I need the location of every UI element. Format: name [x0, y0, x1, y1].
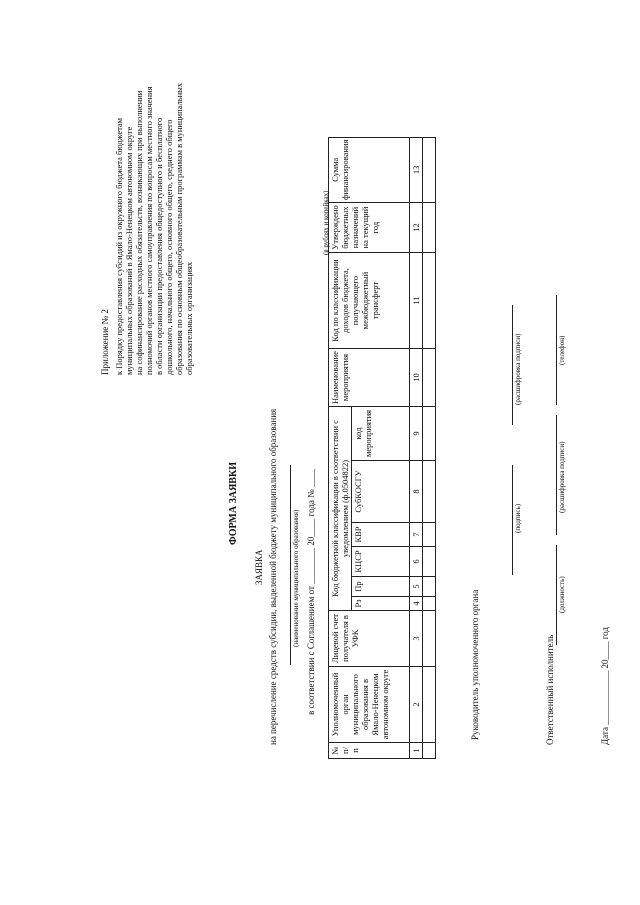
column-number: 10 [410, 349, 423, 407]
application-table [328, 137, 436, 759]
column-number: 2 [410, 667, 423, 743]
table-row [423, 137, 436, 758]
table-cell [423, 461, 436, 523]
appendix-line: образовательных организациях [184, 261, 194, 375]
appendix-line: образования по основным общеобразовательным программам в муниципальных [174, 82, 184, 375]
appendix-line: на софинансирование расходных обязательств, возникающих при выполнении [134, 90, 144, 375]
column-number: 8 [410, 461, 423, 523]
table-cell [423, 407, 436, 461]
header-rz: Рз [352, 597, 410, 611]
municipality-line [290, 465, 291, 665]
executor-label: Ответственный исполнитель [545, 634, 555, 745]
header-event: Наименование мероприятия [329, 349, 410, 407]
executor-phone-caption: (телефон) [558, 335, 566, 365]
units-note: (в рублях и копейках) [322, 190, 330, 255]
agreement-line: в соответствии с Соглашением от ________ 20____ года № ____ [306, 468, 316, 715]
head-decoding-caption: (расшифровка подписи) [514, 333, 522, 405]
header-account: Лицевой счет получателя в УФК [329, 611, 410, 667]
appendix-line: полномочий органов местного самоуправления по вопросам местного значения [144, 86, 154, 375]
header-number: № п/п [329, 743, 410, 759]
header-kcsr: КЦСР [352, 547, 410, 577]
header-subkosgu: СубКОСГУ [352, 461, 410, 523]
table-cell [423, 597, 436, 611]
table-cell [423, 743, 436, 759]
date-line: Дата ____________ 20____ год [600, 627, 610, 745]
table-cell [423, 611, 436, 667]
form-heading: ФОРМА ЗАЯВКИ [228, 462, 239, 545]
executor-decoding-line [556, 415, 557, 535]
table-cell [423, 203, 436, 253]
column-number: 3 [410, 611, 423, 667]
header-approved: Утверждено бюджетных назначений на текущий год [329, 203, 410, 253]
header-sum: Сумма финансирования [329, 137, 410, 202]
column-number: 5 [410, 577, 423, 597]
table-cell [423, 547, 436, 577]
table-cell [423, 253, 436, 349]
executor-position-caption: (должность) [558, 576, 566, 613]
column-number: 9 [410, 407, 423, 461]
table-cell [423, 349, 436, 407]
table-cell [423, 523, 436, 547]
executor-phone-line [556, 295, 557, 405]
header-kvr: КВР [352, 523, 410, 547]
table-cell [423, 137, 436, 202]
header-event-code: код мероприятия [352, 407, 410, 461]
header-income-code: Код по классификации доходов бюджета, получающего межбюджетный трансферт [329, 253, 410, 349]
appendix-title: Приложение № 2 [100, 309, 110, 375]
column-number: 6 [410, 547, 423, 577]
column-number: 7 [410, 523, 423, 547]
header-pr: Пр [352, 577, 410, 597]
table-cell [423, 577, 436, 597]
head-signature-line [512, 465, 513, 575]
appendix-line: муниципальных образований в Ямало-Ненецком автономном округе [124, 126, 134, 375]
column-number: 11 [410, 253, 423, 349]
request-subtitle: на перечисление средств субсидии, выделенной бюджету муниципального образования [268, 408, 278, 745]
table-cell [423, 667, 436, 743]
column-number: 4 [410, 597, 423, 611]
header-authority: Уполномоченный орган муниципального образования в Ямало-Ненецком автономном округе [329, 667, 410, 743]
head-label: Руководитель уполномоченного органа [470, 589, 480, 740]
column-number: 1 [410, 743, 423, 759]
municipality-caption: (наименование муниципального образования) [292, 509, 300, 647]
header-budget-code: Код бюджетной классификации в соответствии с уведомлением (ф.0504822) [329, 407, 352, 611]
appendix-line: дошкольного, начального общего, основного общего, среднего общего [164, 119, 174, 375]
executor-position-line [556, 545, 557, 645]
request-title: ЗАЯВКА [254, 549, 264, 585]
head-decoding-line [512, 305, 513, 425]
executor-decoding-caption: (расшифровка подписи) [558, 441, 566, 513]
column-number: 13 [410, 137, 423, 202]
appendix-line: к Порядку предоставления субсидий из окружного бюджета бюджетам [114, 117, 124, 375]
appendix-line: в области организации предоставления общедоступного и бесплатного [154, 117, 164, 375]
column-number: 12 [410, 203, 423, 253]
head-signature-caption: (подпись) [514, 503, 522, 533]
